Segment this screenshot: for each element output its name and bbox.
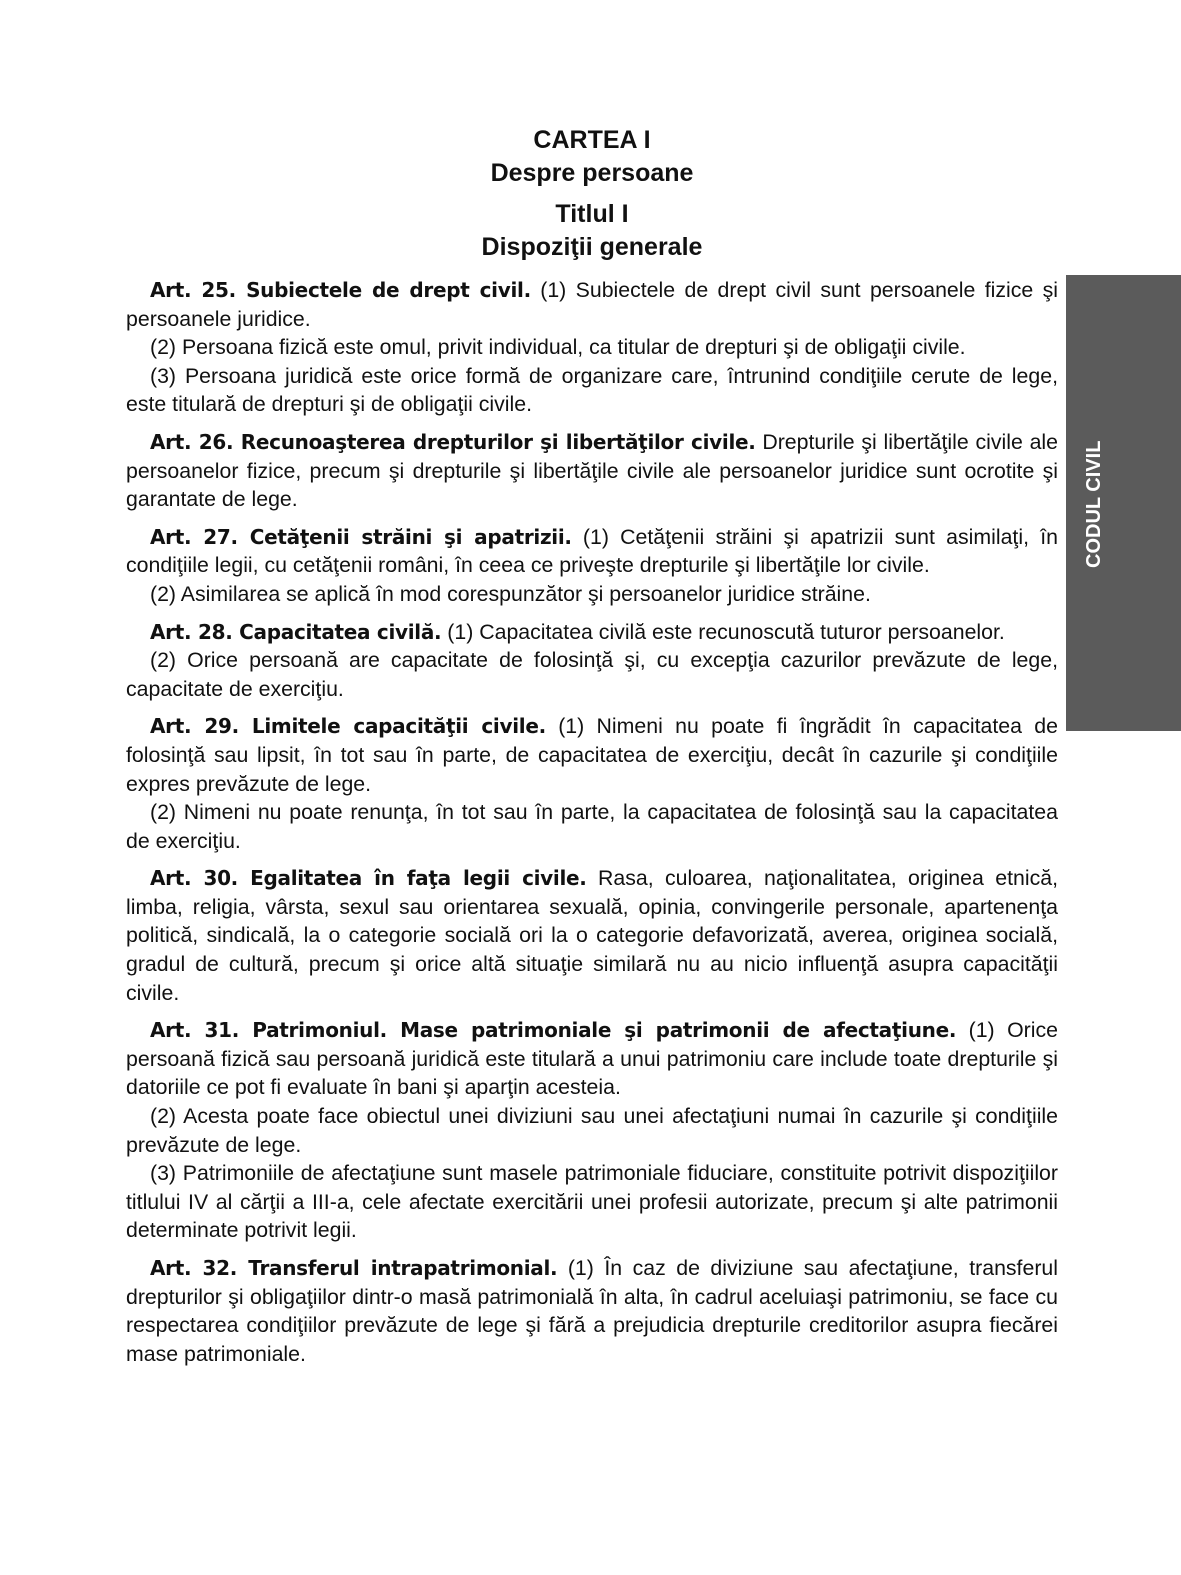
article-paragraph (126, 276, 1058, 333)
article-title: Art. 29. Limitele capacităţii civile. (150, 714, 546, 739)
article-paragraph (126, 712, 1058, 798)
title-subtitle: Dispoziţii generale (481, 233, 703, 261)
article (126, 276, 1058, 419)
article (126, 428, 1058, 514)
articles-body (126, 276, 1058, 1377)
paragraph-text: Rasa, culoarea, naţionalitatea, originea etnică, limba, religia, vârsta, sexul sau orientarea sexuală, opinia, convingerile personale, apartenenţa politică, sindicală, la o categorie socială ori la o categorie defavorizată, averea, originea socială, gradul de cultură, precum şi orice altă situaţie similară nu au nicio influenţă asupra capacităţii civile. (126, 866, 1058, 1005)
paragraph-text: (1) Subiectele de drept civil sunt persoanele fizice şi persoanele juridice. (126, 278, 1058, 331)
paragraph-text: (1) Cetăţenii străini şi apatrizii sunt asimilaţi, în condiţiile legii, cu cetăţenii români, în ceea ce priveşte drepturile şi libertăţile lor civile. (126, 524, 1058, 578)
paragraph-text: (2) Asimilarea se aplică în mod corespunzător şi persoanelor juridice străine. (150, 581, 871, 606)
side-tab-label: CODUL CIVIL (1083, 440, 1105, 568)
paragraph-text: (2) Nimeni nu poate renunţa, în tot sau în parte, la capacitatea de folosinţă sau la capacitatea de exerciţiu. (126, 800, 1058, 853)
paragraph-text: (1) Capacitatea civilă este recunoscută tuturor persoanelor. (441, 619, 1005, 644)
article-title: Art. 28. Capacitatea civilă. (150, 619, 442, 644)
article-paragraph (126, 1159, 1058, 1245)
article (126, 1016, 1058, 1245)
article (126, 864, 1058, 1007)
article-paragraph (126, 1016, 1058, 1102)
article (126, 1254, 1058, 1368)
paragraph-text: (3) Persoana juridică este orice formă de organizare care, întrunind condiţiile cerute de lege, este titulară de drepturi şi de obligaţii civile. (126, 363, 1058, 417)
article-paragraph (126, 646, 1058, 703)
paragraph-text: (2) Orice persoană are capacitate de folosinţă şi, cu excepţia cazurilor prevăzute de lege, capacitate de exerciţiu. (126, 648, 1058, 701)
article-paragraph (126, 362, 1058, 419)
article-title: Art. 30. Egalitatea în faţa legii civile. (150, 866, 587, 891)
book-subtitle: Despre persoane (490, 159, 694, 187)
article-paragraph (126, 864, 1058, 1007)
article (126, 618, 1058, 704)
paragraph-text: (2) Persoana fizică este omul, privit individual, ca titular de drepturi şi de obligaţii civile. (150, 335, 966, 360)
article (126, 523, 1058, 609)
article (126, 712, 1058, 855)
paragraph-text: (3) Patrimoniile de afectaţiune sunt masele patrimoniale fiduciare, constituite potrivit dispoziţiilor titlului IV al cărţii a III-a, cele afectate exercitării unei profesii autorizate, precum şi alte patrimonii determinate potrivit legii. (126, 1161, 1058, 1243)
article-paragraph (126, 333, 1058, 362)
paragraph-text: Drepturile şi libertăţile civile ale persoanelor fizice, precum şi drepturile şi libertăţile civile ale persoanelor juridice sunt ocrotite şi garantate de lege. (126, 429, 1058, 512)
paragraph-text: (2) Acesta poate face obiectul unei diviziuni sau unei afectaţiuni numai în cazurile şi condiţiile prevăzute de lege. (126, 1104, 1058, 1157)
article-title: Art. 27. Cetăţenii străini şi apatrizii. (150, 524, 572, 549)
paragraph-text: (1) În caz de diviziune sau afectaţiune, transferul drepturilor şi obligaţiilor dintr-o masă patrimonială în alta, în cadrul aceluiaşi patrimoniu, se face cu respectarea condiţiilor prevăzute de lege şi fără a prejudicia drepturile creditorilor asupra fiecărei mase patrimoniale. (126, 1256, 1058, 1366)
article-title: Art. 31. Patrimoniul. Mase patrimoniale şi patrimonii de afectaţiune. (150, 1018, 957, 1043)
article-title: Art. 26. Recunoaşterea drepturilor şi libertăţilor civile. (150, 429, 756, 454)
article-paragraph (126, 1254, 1058, 1368)
article-paragraph (126, 1102, 1058, 1159)
article-paragraph (126, 523, 1058, 580)
article-paragraph (126, 798, 1058, 855)
article-title: Art. 32. Transferul intrapatrimonial. (150, 1256, 558, 1280)
paragraph-text: (1) Orice persoană fizică sau persoană juridică este titulară a unui patrimoniu care include toate drepturile şi datoriile ce pot fi evaluate în bani şi aparţin acesteia. (126, 1018, 1058, 1100)
article-paragraph (126, 618, 1058, 647)
article-title: Art. 25. Subiectele de drept civil. (150, 278, 531, 302)
title-heading: Titlul I (555, 200, 629, 228)
article-paragraph (126, 580, 1058, 609)
paragraph-text: (1) Nimeni nu poate fi îngrădit în capacitatea de folosinţă sau lipsit, în tot sau în parte, de capacitatea de exerciţiu, decât în cazurile şi condiţiile expres prevăzute de lege. (126, 714, 1058, 796)
page-headings (126, 124, 1058, 264)
book-heading: CARTEA I (533, 126, 651, 154)
article-paragraph (126, 428, 1058, 514)
